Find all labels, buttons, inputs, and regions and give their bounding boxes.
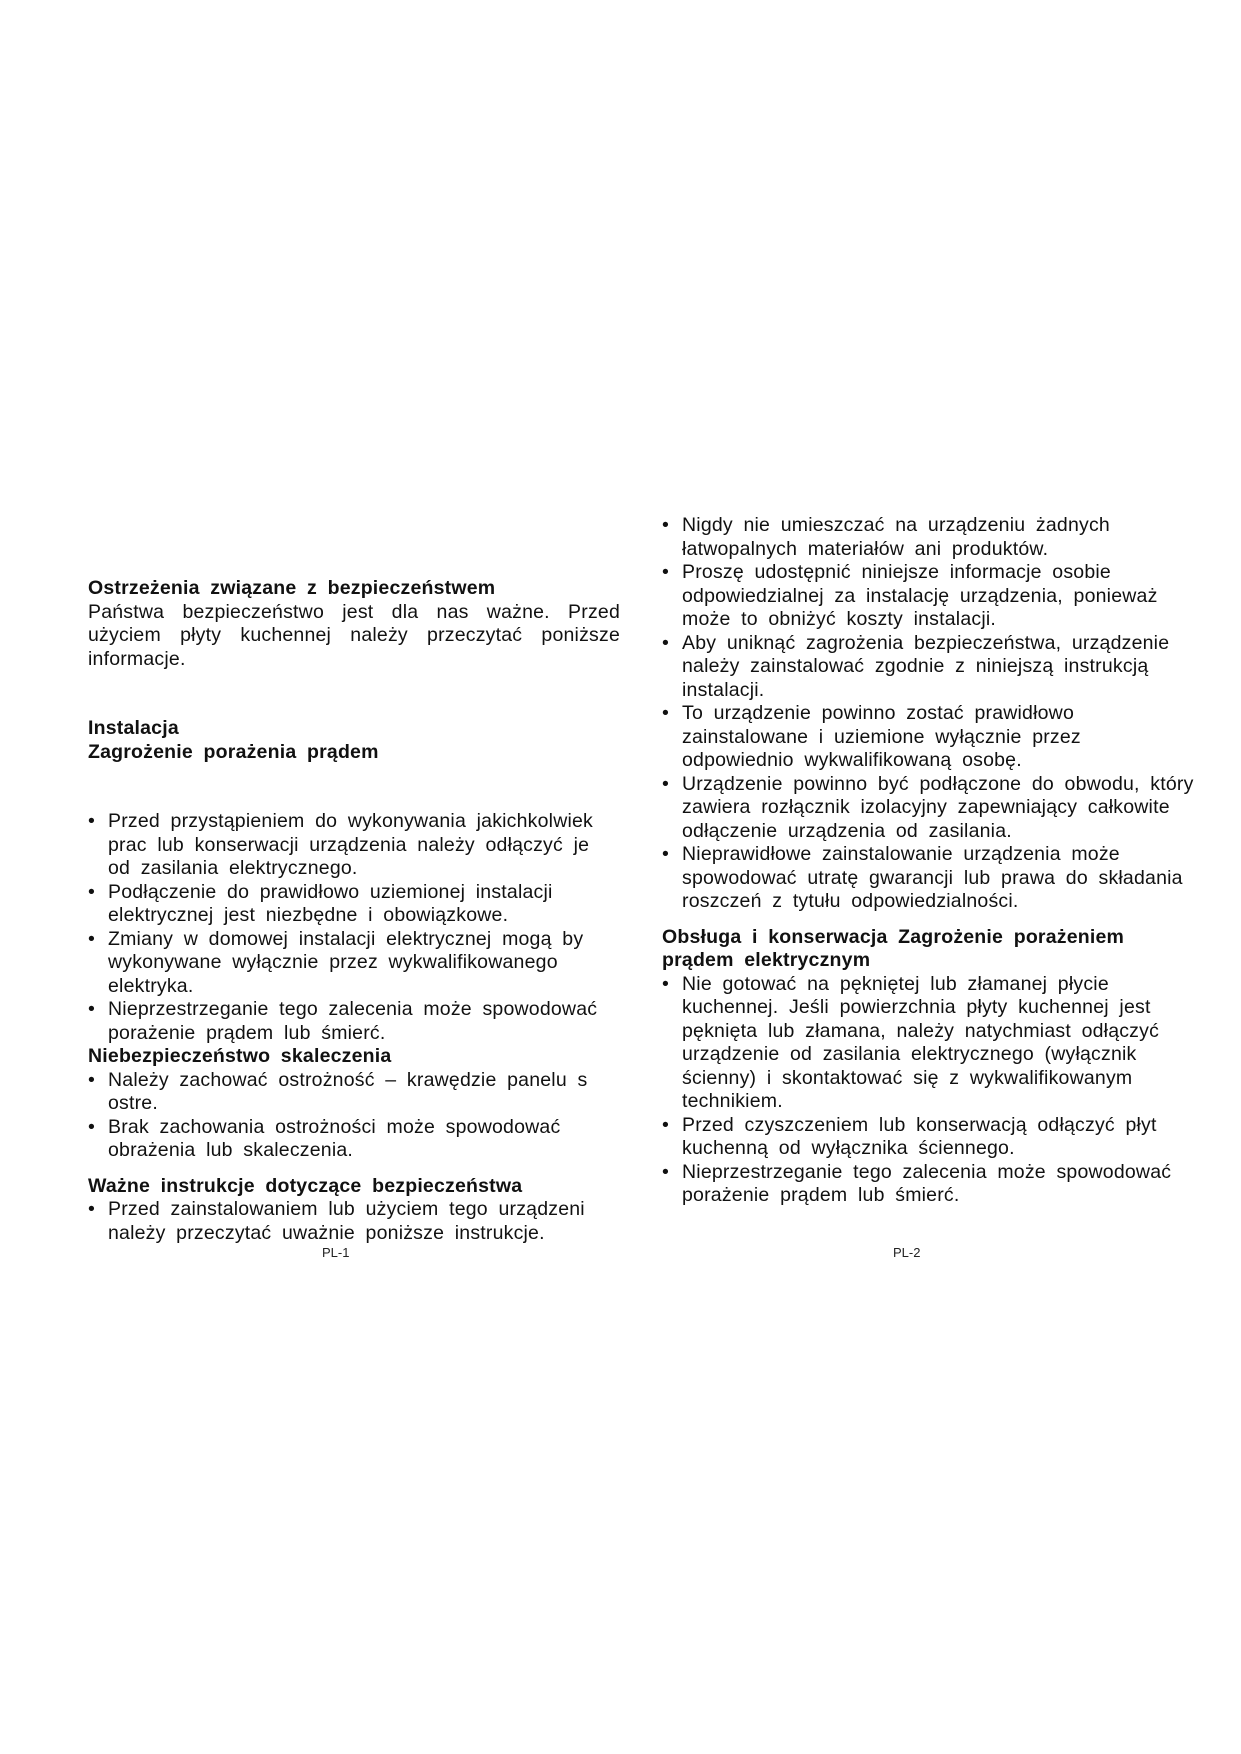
list-item bbox=[662, 702, 1202, 773]
bullet-icon: • bbox=[88, 880, 96, 903]
bullet-icon: • bbox=[662, 561, 670, 583]
list-item-text: Nigdy nie umieszczać na urządzeniu żadnych łatwopalnych materiałów ani produktów. bbox=[682, 514, 1110, 560]
left-page-column bbox=[88, 577, 620, 1245]
list-item bbox=[662, 514, 1202, 561]
important-instructions-list bbox=[88, 1198, 620, 1245]
list-item-text: Przed czyszczeniem lub konserwacją odłączyć płyt kuchenną od wyłącznika ściennego. bbox=[682, 1113, 1157, 1159]
bullet-icon: • bbox=[662, 702, 670, 724]
list-item bbox=[662, 773, 1202, 844]
list-item-text: Należy zachować ostrożność – krawędzie panelu s ostre. bbox=[108, 1068, 588, 1114]
list-item bbox=[662, 973, 1202, 1114]
safety-warnings-heading: Ostrzeżenia związane z bezpieczeństwem bbox=[88, 577, 496, 599]
list-item-text: Brak zachowania ostrożności może spowodować obrażenia lub skaleczenia. bbox=[108, 1115, 561, 1161]
list-item bbox=[662, 1114, 1202, 1161]
list-item-text: Zmiany w domowej instalacji elektrycznej mogą by wykonywane wyłącznie przez wykwalifikowanego elektryka. bbox=[108, 927, 584, 997]
page-number-right: PL-2 bbox=[893, 1245, 921, 1260]
list-item bbox=[662, 632, 1202, 703]
bullet-icon: • bbox=[88, 1198, 96, 1220]
spacer bbox=[88, 1163, 620, 1175]
list-item bbox=[88, 1116, 620, 1163]
spacer bbox=[88, 671, 620, 717]
list-item bbox=[88, 881, 620, 928]
list-item-text: To urządzenie powinno zostać prawidłowo zainstalowane i uziemione wyłącznie przez odpowiednio wykwalifikowaną osobę. bbox=[682, 702, 1081, 771]
bullet-icon: • bbox=[88, 927, 96, 950]
list-item-text: Aby uniknąć zagrożenia bezpieczeństwa, urządzenie należy zainstalować zgodnie z niniejszą instrukcją instalacji. bbox=[682, 631, 1170, 701]
list-item-text: Proszę udostępnić niniejsze informacje osobie odpowiedzialnej za instalację urządzenia, ponieważ może to obniżyć koszty instalacji. bbox=[682, 561, 1158, 630]
bullet-icon: • bbox=[88, 810, 96, 832]
list-item-text: Nie gotować na pękniętej lub złamanej płycie kuchennej. Jeśli powierzchnia płyty kuchennej jest pęknięta lub złamana, należy natychmiast odłączyć urządzenie od zasilania elektrycznego (wyłącznik ścienny) i skontaktować się z wykwalifikowanym technikiem. bbox=[682, 972, 1160, 1112]
list-item-text: Urządzenie powinno być podłączone do obwodu, który zawiera rozłącznik izolacyjny zapewniający całkowite odłączenie urządzenia od zasilania. bbox=[682, 772, 1194, 842]
list-item-text: Podłączenie do prawidłowo uziemionej instalacji elektrycznej jest niezbędne i obowiązkowe. bbox=[108, 880, 553, 926]
right-page-column bbox=[662, 514, 1202, 1208]
electric-shock-list bbox=[88, 810, 620, 1045]
list-item-text: Nieprzestrzeganie tego zalecenia może spowodować porażenie prądem lub śmierć. bbox=[108, 998, 598, 1044]
bullet-icon: • bbox=[662, 772, 670, 795]
installation-heading: Instalacja bbox=[88, 717, 179, 739]
maintenance-list bbox=[662, 973, 1202, 1208]
bullet-icon: • bbox=[662, 1160, 670, 1183]
list-item-text: Przed przystąpieniem do wykonywania jakichkolwiek prac lub konserwacji urządzenia należy odłączyć je od zasilania elektrycznego. bbox=[108, 810, 594, 879]
list-item bbox=[88, 1198, 620, 1245]
list-item bbox=[88, 998, 620, 1045]
bullet-icon: • bbox=[662, 514, 670, 536]
list-item bbox=[88, 810, 620, 881]
page-number-left: PL-1 bbox=[322, 1245, 350, 1260]
list-item bbox=[88, 928, 620, 999]
cut-hazard-list bbox=[88, 1069, 620, 1163]
electric-shock-heading: Zagrożenie porażenia prądem bbox=[88, 740, 379, 763]
safety-intro-paragraph: Państwa bezpieczeństwo jest dla nas ważne. Przed użyciem płyty kuchennej należy przeczytać poniższe informacje. bbox=[88, 600, 620, 670]
bullet-icon: • bbox=[662, 1113, 670, 1136]
important-instructions-heading: Ważne instrukcje dotyczące bezpieczeństwa bbox=[88, 1174, 523, 1197]
list-item-text: Nieprzestrzeganie tego zalecenia może spowodować porażenie prądem lub śmierć. bbox=[682, 1160, 1172, 1206]
bullet-icon: • bbox=[88, 1068, 96, 1091]
bullet-icon: • bbox=[88, 998, 96, 1020]
bullet-icon: • bbox=[88, 1115, 96, 1138]
bullet-icon: • bbox=[662, 972, 670, 995]
list-item-text: Przed zainstalowaniem lub użyciem tego urządzeni należy przeczytać uważnie poniższe instrukcje. bbox=[108, 1198, 585, 1244]
installation-notes-list bbox=[662, 514, 1202, 914]
cut-hazard-heading: Niebezpieczeństwo skaleczenia bbox=[88, 1045, 392, 1067]
list-item bbox=[662, 1161, 1202, 1208]
spacer bbox=[662, 914, 1202, 926]
list-item bbox=[662, 843, 1202, 914]
list-item-text: Nieprawidłowe zainstalowanie urządzenia może spowodować utratę gwarancji lub prawa do składania roszczeń z tytułu odpowiedzialności. bbox=[682, 843, 1183, 912]
maintenance-heading: Obsługa i konserwacja Zagrożenie porażeniem prądem elektrycznym bbox=[662, 925, 1125, 971]
spacer bbox=[88, 764, 620, 810]
bullet-icon: • bbox=[662, 631, 670, 654]
bullet-icon: • bbox=[662, 843, 670, 865]
list-item bbox=[662, 561, 1202, 632]
list-item bbox=[88, 1069, 620, 1116]
